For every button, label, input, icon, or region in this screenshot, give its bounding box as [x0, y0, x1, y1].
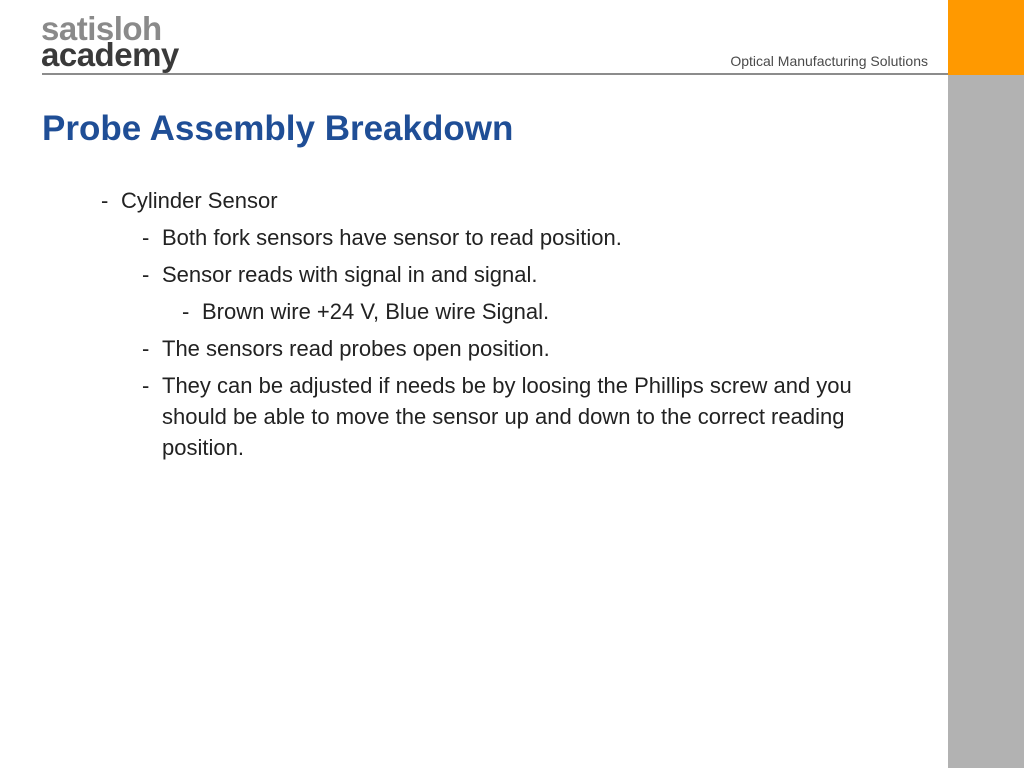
bullet-marker: - — [142, 225, 150, 250]
logo-wordmark-top: satisloh — [41, 10, 162, 47]
gray-side-bar — [948, 75, 1024, 768]
bullet-item — [0, 259, 887, 290]
orange-accent-block — [948, 0, 1024, 75]
bullet-marker: - — [142, 336, 150, 361]
bullet-marker: - — [142, 262, 150, 287]
bullet-marker: - — [101, 188, 109, 213]
bullet-item — [0, 370, 887, 463]
bullet-text: The sensors read probes open position. — [162, 336, 550, 361]
bullet-item — [0, 296, 900, 327]
bullet-text: Brown wire +24 V, Blue wire Signal. — [202, 299, 550, 324]
slide-title: Probe Assembly Breakdown — [42, 109, 514, 148]
bullet-text: They can be adjusted if needs be by loosing the Phillips screw and you should be able to move the sensor up and down to the correct reading position. — [162, 373, 852, 460]
bullet-item — [0, 333, 887, 364]
satisloh-academy-logo — [40, 12, 210, 74]
logo-wordmark-bottom: academy — [41, 36, 179, 73]
bullet-text: Sensor reads with signal in and signal. — [162, 262, 538, 287]
bullet-text: Cylinder Sensor — [121, 188, 278, 213]
bullet-list — [0, 185, 900, 469]
bullet-marker: - — [142, 373, 150, 398]
bullet-marker: - — [182, 299, 190, 324]
bullet-item — [0, 185, 900, 216]
header-tagline: Optical Manufacturing Solutions — [730, 53, 928, 69]
bullet-item — [0, 222, 887, 253]
bullet-text: Both fork sensors have sensor to read position. — [162, 225, 622, 250]
